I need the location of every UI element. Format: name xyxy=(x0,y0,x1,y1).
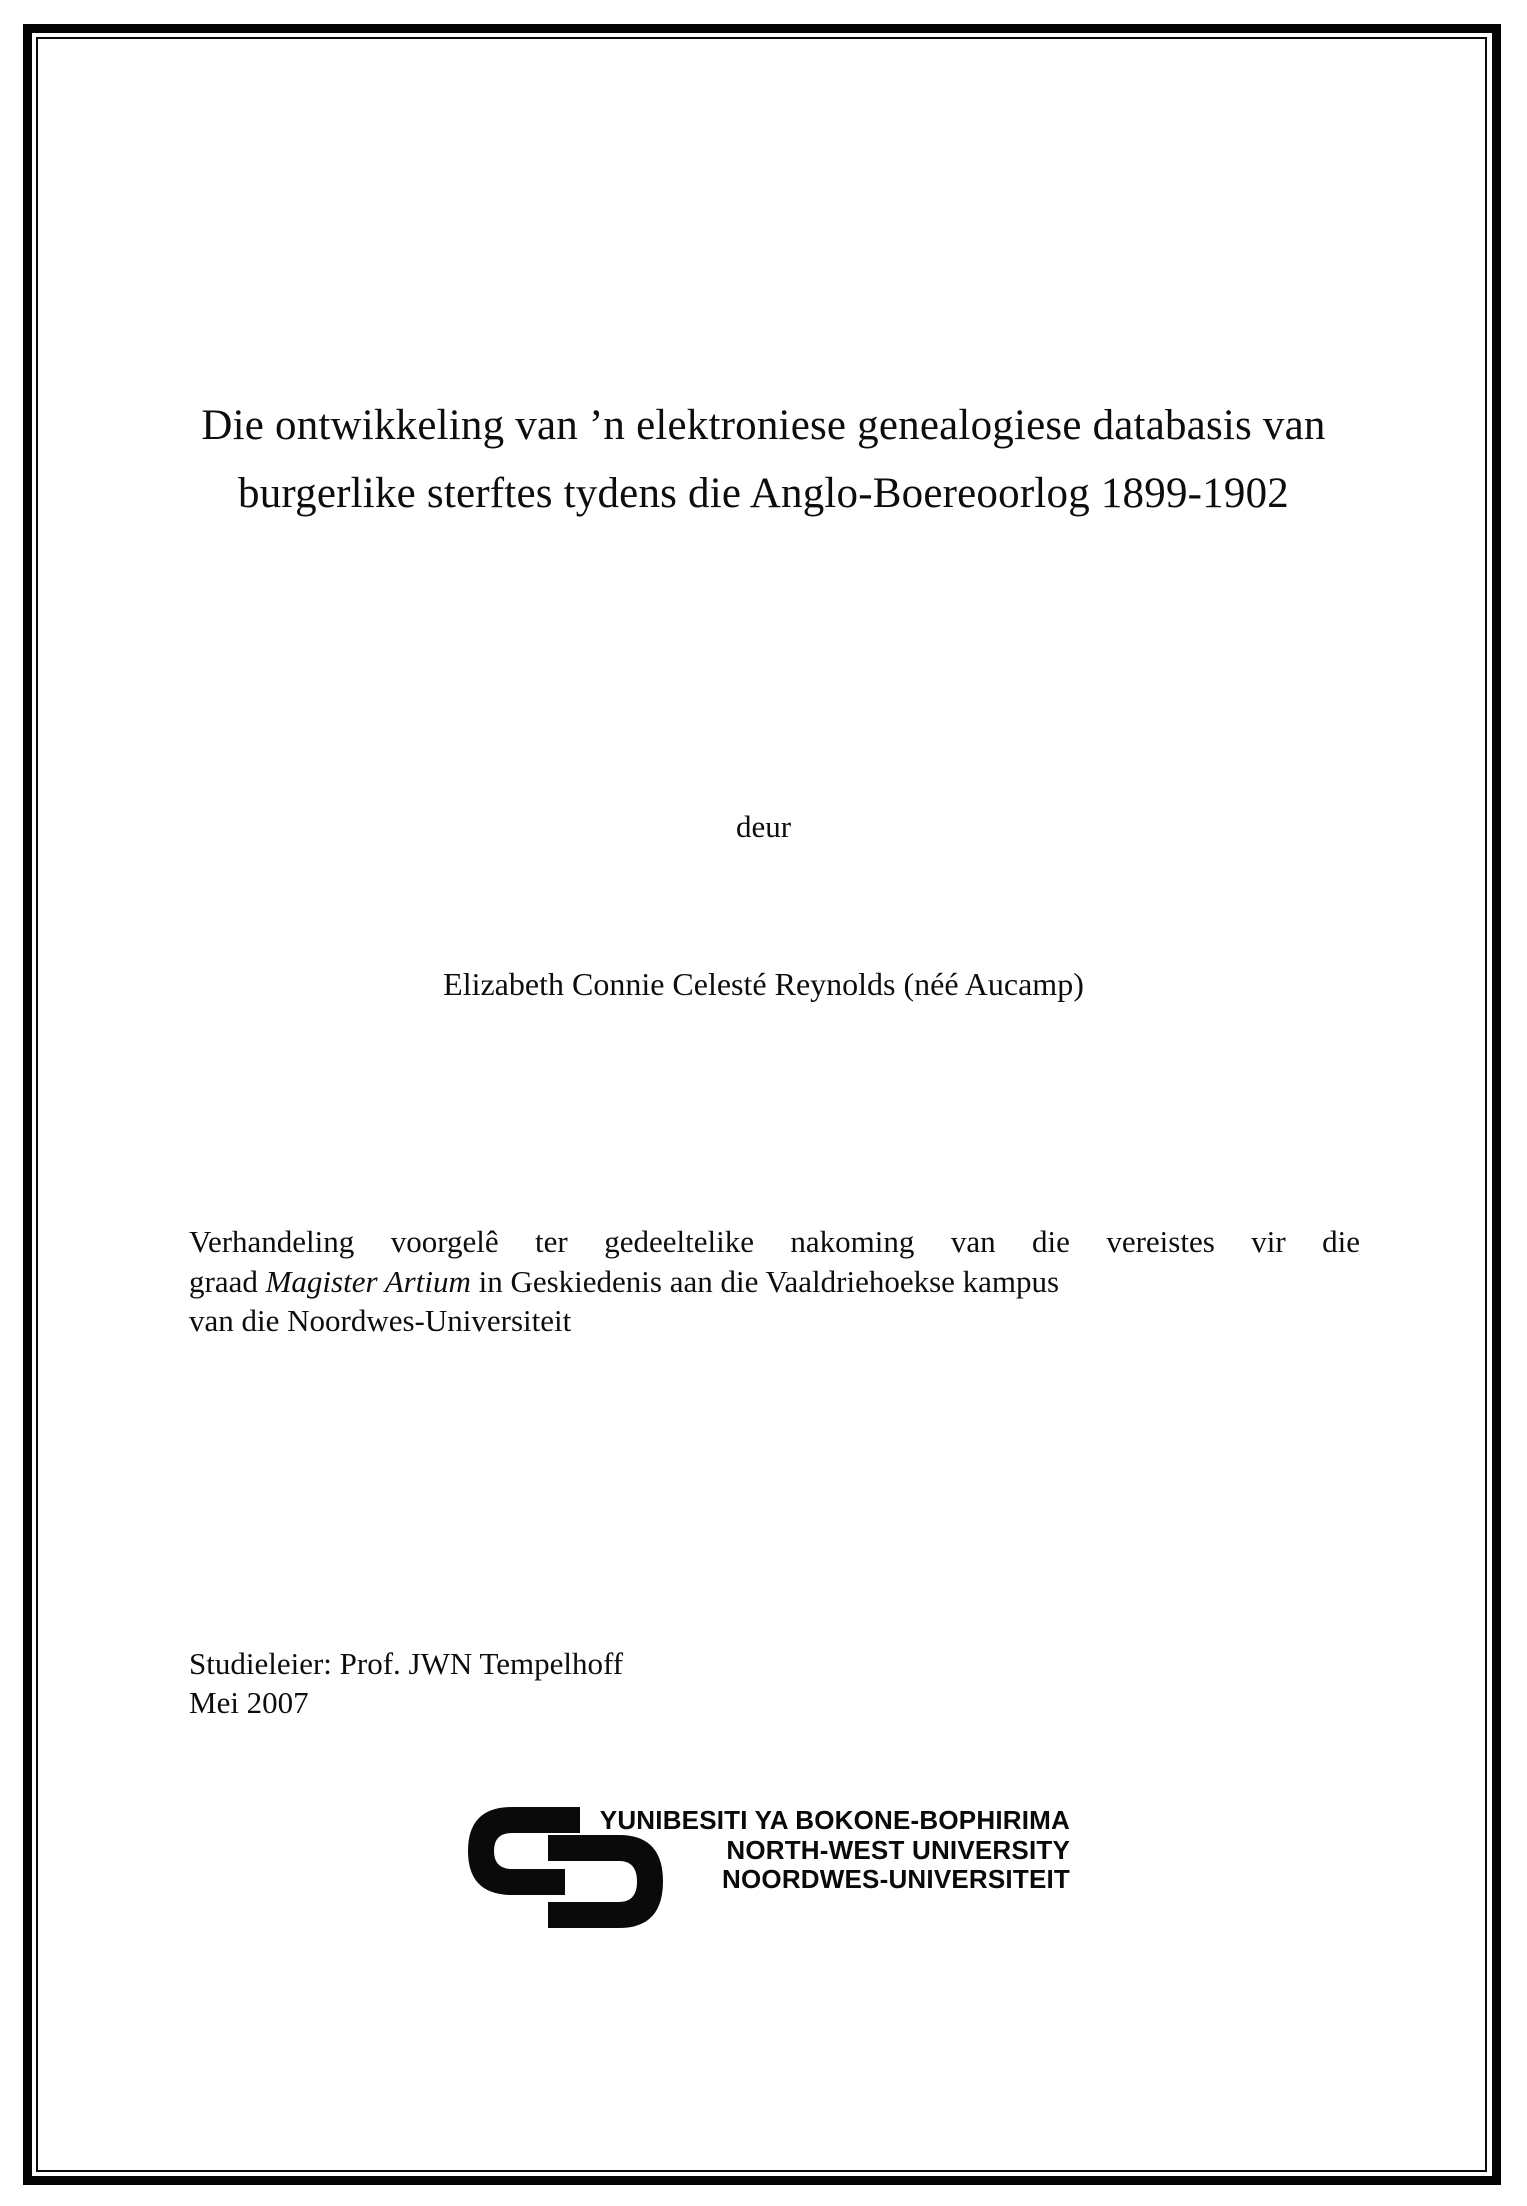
author-name: Elizabeth Connie Celesté Reynolds (néé Aucamp) xyxy=(443,966,1084,1002)
submission-line-2 xyxy=(189,1262,1360,1302)
submission-line-2-after: in Geskiedenis aan die Vaaldriehoekse kampus xyxy=(470,1263,1060,1299)
thesis-title xyxy=(0,392,1527,528)
thesis-title-line-2: burgerlike sterftes tydens die Anglo-Boereoorlog 1899-1902 xyxy=(238,470,1289,517)
submission-statement xyxy=(189,1222,1360,1341)
date-line: Mei 2007 xyxy=(189,1684,309,1720)
nwu-logo xyxy=(466,1805,1076,1935)
byline-deur: deur xyxy=(735,809,792,844)
submission-line-2-before: graad xyxy=(189,1263,266,1299)
logo-line-afrikaans: NOORDWES-UNIVERSITEIT xyxy=(722,1864,1070,1894)
nwu-logo-wordmark xyxy=(588,1806,1070,1895)
submission-line-1: Verhandeling voorgelê ter gedeeltelike nakoming van die vereistes vir die xyxy=(189,1224,1360,1259)
supervisor-block xyxy=(189,1645,623,1722)
thesis-title-line-1: Die ontwikkeling van ’n elektroniese genealogiese databasis van xyxy=(201,402,1326,449)
logo-line-english: NORTH-WEST UNIVERSITY xyxy=(726,1834,1070,1865)
submission-line-3: van die Noordwes-Universiteit xyxy=(189,1303,572,1338)
degree-name-italic: Magister Artium xyxy=(265,1263,471,1299)
logo-line-setswana: YUNIBESITI YA BOKONE-BOPHIRIMA xyxy=(599,1805,1070,1835)
supervisor-line: Studieleier: Prof. JWN Tempelhoff xyxy=(189,1646,624,1681)
